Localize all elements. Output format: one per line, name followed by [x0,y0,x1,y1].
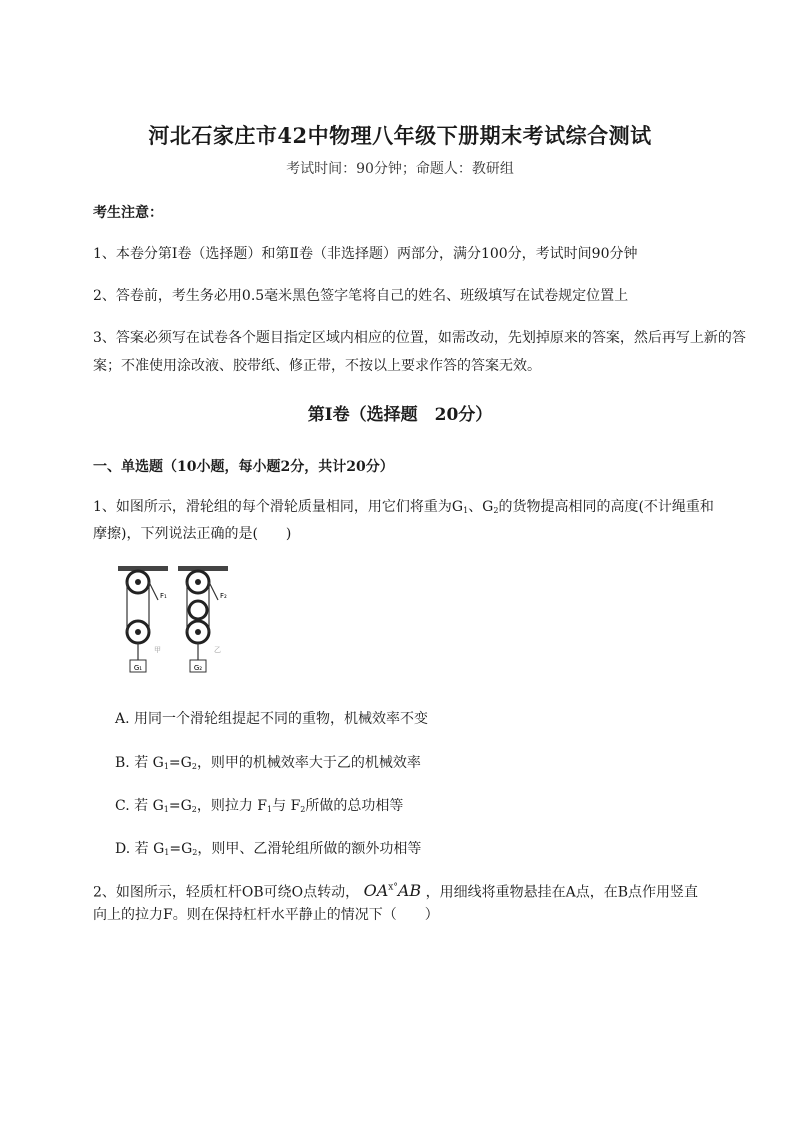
f1-label: F₁ [160,592,167,600]
exam-info: 考试时间：90分钟；命题人：教研组 [286,161,514,177]
q1-option-d[interactable]: D. 若 $G_1=G_2$，则甲、乙滑轮组所做的额外功相等 [115,841,422,857]
notice-heading: 考生注意： [93,205,163,221]
notice-item-3: 3、答案必须写在试卷各个题目指定区域内相应的位置，如需改动，先划掉原来的答案，然后再写上新的答案；不准使用涂改液、胶带纸、修正带，不按以上要求作答的答案无效。 [93,330,746,374]
q1-option-b[interactable]: B. 若 $G_1=G_2$，则甲的机械效率大于乙的机械效率 [115,755,421,771]
q1-stem-line1: 1、如图所示，滑轮组的每个滑轮质量相同，用它们将重为$G_1$、$G_2$的货物提高相同的高度(不计绳重和 [93,499,714,515]
q1-option-a[interactable]: A. 用同一个滑轮组提起不同的重物，机械效率不变 [115,711,429,727]
q1-option-c[interactable]: C. 若 $G_1=G_2$，则拉力 $F_1$与 $F_2$所做的总功相等 [115,798,404,814]
section-title: 第I卷（选择题 20分） [307,405,493,425]
notice-item-2: 2、答卷前，考生务必用0.5毫米黑色签字笔将自己的姓名、班级填写在试卷规定位置上 [93,288,629,304]
q2-stem-line2: 向上的拉力F。则在保持杠杆水平静止的情况下（ ） [93,907,439,923]
part-heading: 一、单选题（10小题，每小题2分，共计20分） [93,459,394,475]
pulley-figure [110,560,240,680]
yi-label: 乙 [214,646,221,654]
q2-stem-line1: 2、如图所示，轻质杠杆OB可绕O点转动， $OA^{ⅹ^\circ}AB$ ，用细线将重物悬挂在A点，在B点作用竖直 [93,881,699,901]
q1-stem-line2: 摩擦)，下列说法正确的是( ) [93,526,292,542]
g2-label: G₂ [193,664,203,672]
notice-item-1: 1、本卷分第I卷（选择题）和第Ⅱ卷（非选择题）两部分，满分100分，考试时间90分钟 [93,246,638,262]
ratio-formula: $OA^{ⅹ^\circ}AB$ [363,881,422,901]
page-title: 河北石家庄市42中物理八年级下册期末考试综合测试 [148,123,652,148]
g1-label: G₁ [133,664,143,672]
f2-label: F₂ [220,592,227,600]
jia-label: 甲 [154,646,161,654]
